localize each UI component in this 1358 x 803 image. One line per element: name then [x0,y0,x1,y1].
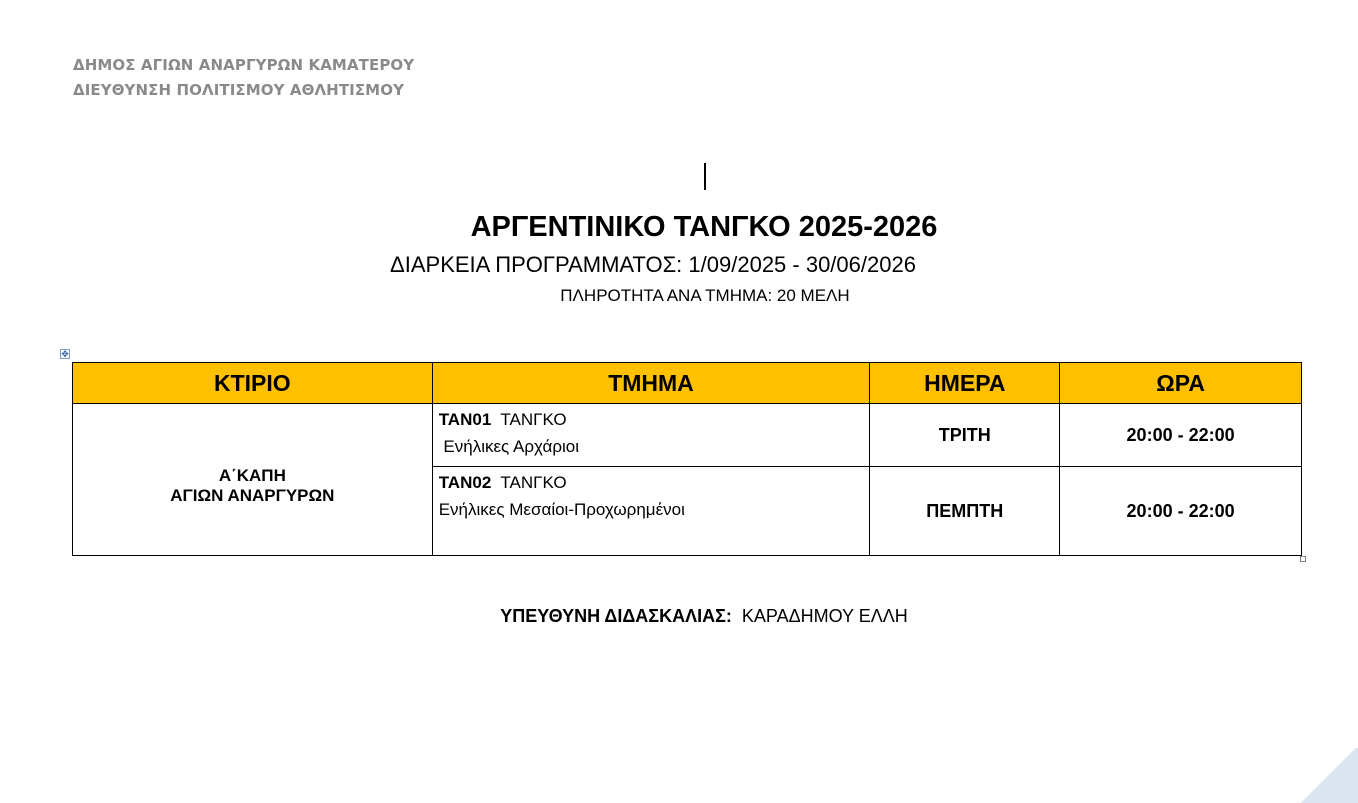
header-day: ΗΜΕΡΑ [870,363,1060,404]
time-cell: 20:00 - 22:00 [1060,467,1302,556]
section-level: Ενήλικες Μεσαίοι-Προχωρημένοι [438,500,685,519]
section-level: Ενήλικες Αρχάριοι [438,437,580,456]
day-cell: ΤΡΙΤΗ [870,404,1060,467]
org-department: ΔΙΕΥΘΥΝΣΗ ΠΟΛΙΤΙΣΜΟΥ ΑΘΛΗΤΙΣΜΟΥ [73,81,405,99]
section-cell [432,404,870,467]
move-arrows-icon[interactable]: ✥ [61,349,69,359]
text-cursor [704,163,706,190]
building-location: ΑΓΙΩΝ ΑΝΑΡΓΥΡΩΝ [170,485,335,505]
program-title: ΑΡΓΕΝΤΙΝΙΚΟ ΤΑΝΓΚΟ 2025-2026 [470,211,938,243]
table-resize-handle[interactable] [1300,556,1306,562]
table-row [73,404,1302,467]
program-capacity: ΠΛΗΡΟΤΗΤΑ ΑΝΑ ΤΜΗΜΑ: 20 ΜΕΛΗ [560,286,850,305]
section-code: ΤΑΝ01 [438,410,492,429]
section-code: ΤΑΝ02 [438,473,492,492]
building-name: Α΄ΚΑΠΗ [218,465,286,485]
section-cell [432,467,870,556]
section-name: ΤΑΝΓΚΟ [500,410,567,429]
org-name: ΔΗΜΟΣ ΑΓΙΩΝ ΑΝΑΡΓΥΡΩΝ ΚΑΜΑΤΕΡΟΥ [73,56,415,74]
header-time: ΩΡΑ [1060,363,1302,404]
organization-header [73,53,414,103]
schedule-table [72,362,1302,556]
program-duration: ΔΙΑΡΚΕΙΑ ΠΡΟΓΡΑΜΜΑΤΟΣ: 1/09/2025 - 30/06/2026 [390,252,916,277]
time-cell: 20:00 - 22:00 [1060,404,1302,467]
building-cell [73,404,433,556]
instructor-line [0,606,1358,627]
page-corner-decoration [1298,748,1358,803]
instructor-label: ΥΠΕΥΘΥΝΗ ΔΙΔΑΣΚΑΛΙΑΣ: [500,606,732,626]
section-name: ΤΑΝΓΚΟ [500,473,567,492]
day-cell: ΠΕΜΠΤΗ [870,467,1060,556]
table-header-row [73,363,1302,404]
instructor-name: ΚΑΡΑΔΗΜΟΥ ΕΛΛΗ [741,606,908,626]
header-building: ΚΤΙΡΙΟ [73,363,433,404]
header-section: ΤΜΗΜΑ [432,363,870,404]
